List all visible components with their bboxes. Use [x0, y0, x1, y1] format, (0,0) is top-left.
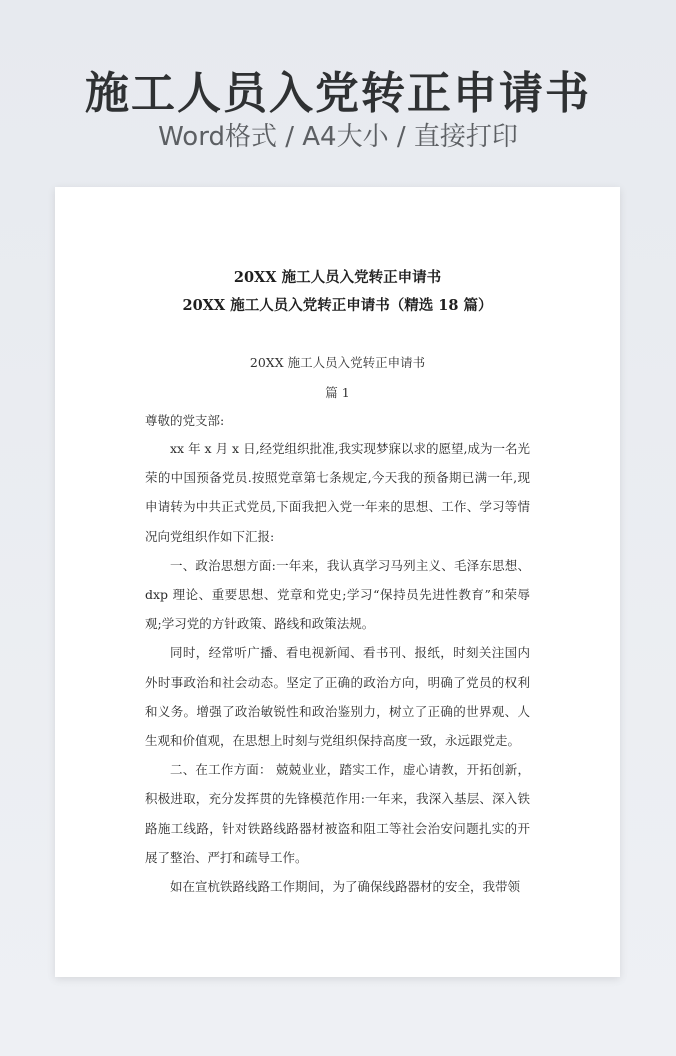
chapter-label: 篇 1: [325, 385, 350, 400]
document-title: 20XX 施工人员入党转正申请书: [233, 269, 442, 286]
paragraph: 同时，经常听广播、看电视新闻、看书刊、报纸，时刻关注国内外时事政治和社会动态。坚定了正确的政治方向，明确了党员的权利和义务。增强了政治敏锐性和政治鉴别力，树立了正确的世界观、人生观和价值观，在思想上时刻与党组织保持高度一致，永远跟党走。: [145, 645, 530, 749]
paragraph: 一、政治思想方面:一年来，我认真学习马列主义、毛泽东思想、dxp 理论、重要思想、党章和党史;学习“保持员先进性教育”和荣辱观;学习党的方针政策、路线和政策法规。: [145, 557, 530, 632]
banner-title: 施工人员入党转正申请书: [85, 68, 591, 119]
paragraph: 如在宣杭铁路线路工作期间，为了确保线路器材的安全，我带领: [170, 879, 521, 895]
document-page: [55, 187, 620, 977]
document-body: [145, 434, 530, 901]
banner-subtitle: Word格式 / A4大小 / 直接打印: [158, 122, 518, 152]
paragraph: 二、在工作方面： 兢兢业业，踏实工作，虚心请教，开拓创新，积极进取，充分发挥贯的先锋模范作用:一年来，我深入基层、深入铁路施工线路，针对铁路线路器材被盗和阻工等社会治安问题扎实的开展了整治、严打和疏导工作。: [145, 762, 530, 865]
salutation: 尊敬的党支部:: [145, 413, 225, 428]
document-subtitle: 20XX 施工人员入党转正申请书（精选 18 篇）: [182, 297, 493, 314]
section-heading: 20XX 施工人员入党转正申请书: [249, 355, 426, 370]
paragraph: xx 年 x 月 x 日,经党组织批准,我实现梦寐以求的愿望,成为一名光荣的中国预备党员.按照党章第七条规定,今天我的预备期已满一年,现申请转为中共正式党员,下面我把入党一年来的思想、工作、学习等情况向党组织作如下汇报:: [145, 441, 530, 544]
